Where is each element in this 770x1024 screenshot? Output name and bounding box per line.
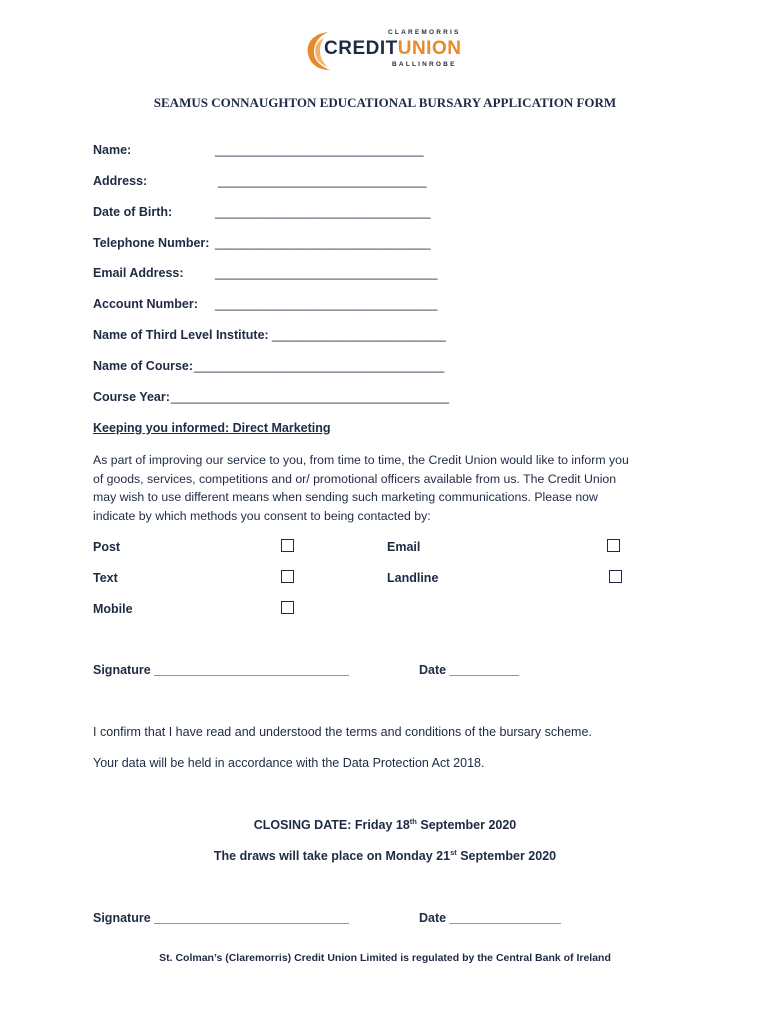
dob-field[interactable]: _______________________________ [215,205,431,219]
marketing-line: As part of improving our service to you, from time to time, the Credit Union would like to inform you [93,453,629,467]
account-field[interactable]: ________________________________ [215,297,438,311]
draw-date [0,849,770,863]
logo-bottom-text: BALLINROBE [392,61,457,68]
signature-label: Signature [93,911,151,925]
marketing-line: indicate by which methods you consent to being contacted by: [93,509,431,524]
email-checkbox[interactable] [607,539,620,552]
signature-field[interactable]: ____________________________ [154,911,349,925]
logo-top-text: CLAREMORRIS [388,29,461,36]
date-field[interactable]: __________ [449,663,520,677]
signature-label: Signature [93,663,151,677]
signature-row-2 [93,911,349,925]
marketing-heading: Keeping you informed: Direct Marketing [93,421,331,435]
closing-date [0,818,770,832]
confirm-text: I confirm that I have read and understood the terms and conditions of the bursary scheme. [93,725,592,739]
telephone-field[interactable]: _______________________________ [215,236,431,250]
course-year-label: Course Year: [93,390,170,404]
institute-label: Name of Third Level Institute: [93,328,269,342]
name-label: Name: [93,143,132,157]
telephone-label: Telephone Number: [93,236,210,250]
name-field[interactable]: ______________________________ [215,143,424,157]
landline-option-label: Landline [387,571,439,585]
marketing-line: of goods, services, competitions and or/ promotional officers available from us. The Credit Union [93,471,617,486]
closing-date-sup: th [409,816,417,826]
address-field[interactable]: ______________________________ [218,174,427,188]
post-checkbox[interactable] [281,539,294,552]
signature-field[interactable]: ____________________________ [154,663,349,677]
landline-checkbox[interactable] [609,570,622,583]
date-label: Date [419,911,447,925]
date-label: Date [419,663,447,677]
draw-date-sup: st [450,847,457,857]
account-label: Account Number: [93,297,198,311]
closing-date-suffix: September 2020 [416,818,517,832]
data-protection-text: Your data will be held in accordance with the Data Protection Act 2018. [93,756,485,770]
marketing-line: may wish to use different means when sending such marketing communications. Please now [93,490,598,505]
post-option-label: Post [93,540,121,554]
date-row-1 [419,663,519,677]
course-year-field[interactable]: ________________________________________ [171,390,450,404]
logo-credit: CREDIT [324,38,398,59]
text-option-label: Text [93,571,118,585]
email-field[interactable]: ________________________________ [215,266,438,280]
mobile-option-label: Mobile [93,602,133,616]
dob-label: Date of Birth: [93,205,173,219]
form-title: SEAMUS CONNAUGHTON EDUCATIONAL BURSARY APPLICATION FORM [153,95,617,110]
footer-regulation-text: St. Colman’s (Claremorris) Credit Union Limited is regulated by the Central Bank of Ireland [159,952,611,964]
marketing-paragraph [93,451,693,526]
date-row-2 [419,911,561,925]
signature-row-1 [93,663,349,677]
course-field[interactable]: ____________________________________ [194,359,445,373]
address-label: Address: [93,174,148,188]
draw-date-prefix: The draws will take place on Monday 21 [213,849,451,863]
draw-date-suffix: September 2020 [456,849,557,863]
text-checkbox[interactable] [281,570,294,583]
institute-field[interactable]: _________________________ [272,328,446,342]
closing-date-prefix: CLOSING DATE: Friday 18 [253,818,410,832]
email-label: Email Address: [93,266,184,280]
logo-union: UNION [397,38,462,59]
date-field[interactable]: ________________ [449,911,561,925]
email-option-label: Email [387,540,421,554]
course-label: Name of Course: [93,359,194,373]
credit-union-logo [302,26,470,76]
logo-wordmark [324,38,461,60]
mobile-checkbox[interactable] [281,601,294,614]
